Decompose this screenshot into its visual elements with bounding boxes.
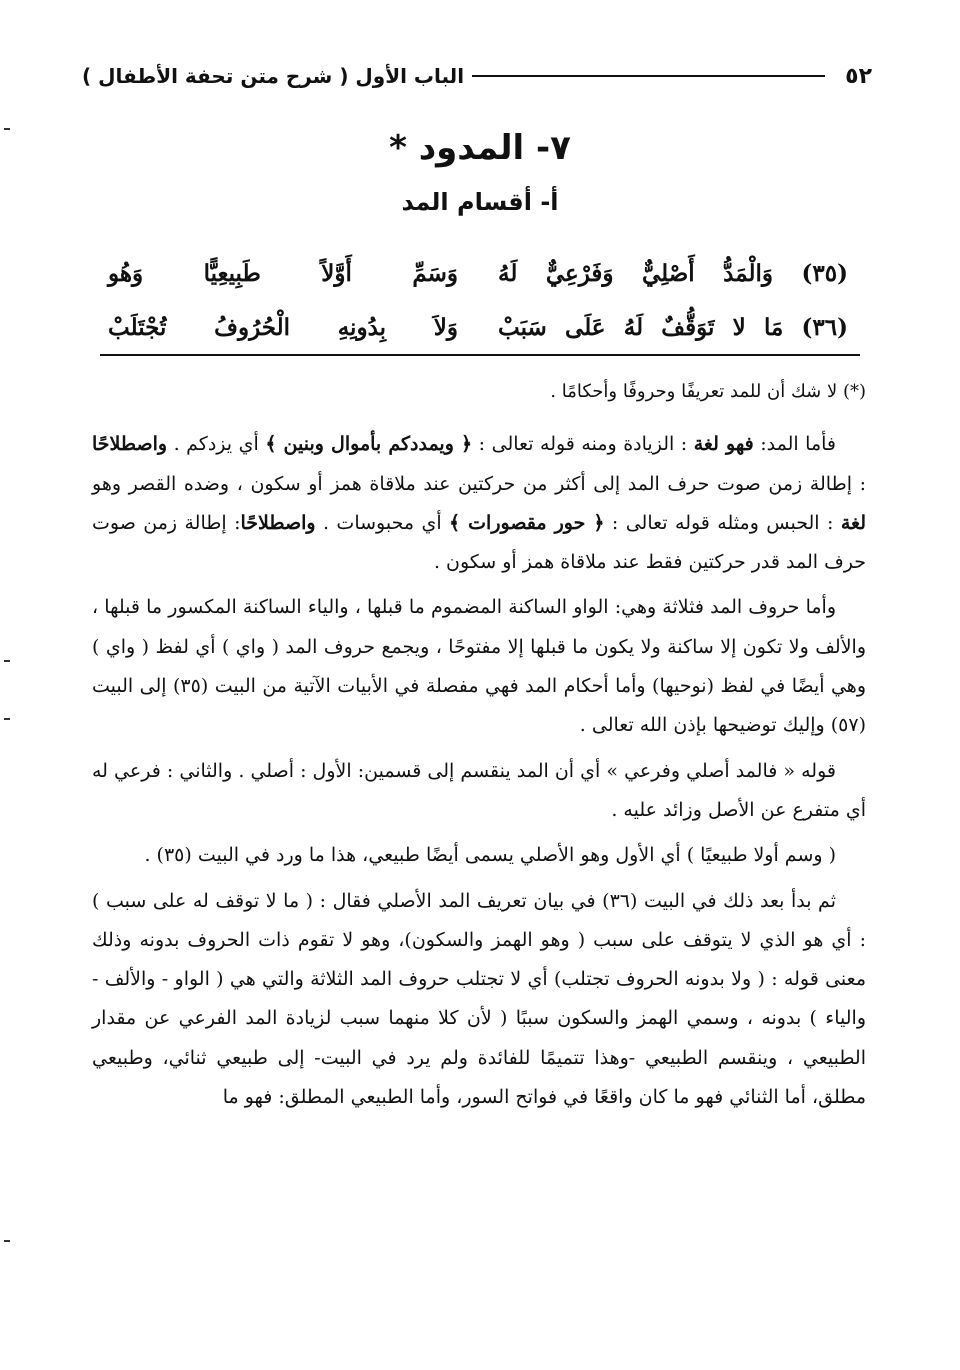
footnote: (*) لا شك أن للمد تعريفًا وحروفًا وأحكامًا .: [550, 381, 866, 402]
page-number: ٥٢: [845, 63, 872, 89]
verse-separator-rule: [100, 354, 860, 356]
body-text: [92, 372, 866, 1123]
verse-first-hemistich: (٣٦) مَا لا تَوَقُّفٌ لَهُ عَلَى سَبَبْ: [498, 313, 848, 341]
page-header: [82, 58, 872, 94]
verse-second-hemistich: وَسَمِّ أَوَّلاً طَبِيعِيًّا وَهُو: [108, 259, 458, 287]
paragraph-definition-original: ثم بدأ بعد ذلك في البيت (٣٦) في بيان تعريف المد الأصلي فقال : ( ما لا توقف له على سبب ) : أي هو الذي لا يتوقف على سبب ( وهو الهمز والسكون)، وهو لا تقوم ذات الحروف بدونه وذلك معنى قوله : ( ولا بدونه الحروف تجتلب) أي لا تجتلب حروف المد الثلاثة والتي هي ( الواو - والألف - والياء ) بدونه ، وسمي الهمز والسكون سببًا ( لأن كلا منهما سبب لزيادة المد الفرعي عن مقدار الطبيعي ، وينقسم الطبيعي -وهذا تتميمًا للفائدة ولم يرد في البيت- إلى طبيعي ثنائي، وطبيعي مطلق، أما الثنائي فهو ما كان واقعًا في فواتح السور، وأما الطبيعي المطلق: فهو ما: [92, 889, 866, 1109]
scan-edge-mark: [4, 128, 10, 130]
verse-second-hemistich: وَلاَ بِدُونِهِ الْحُرُوفُ تُجْتَلَبْ: [108, 313, 458, 341]
text-run: : الحبس ومثله قوله تعالى :: [604, 511, 841, 534]
text-run: أي يزدكم .: [167, 433, 266, 456]
text-run: أي محبوسات .: [315, 511, 450, 534]
verse-row: [108, 300, 848, 354]
text-run: : إطالة زمن صوت حرف المد قدر حركتين فقط عند ملاقاة همز أو سكون .: [92, 511, 866, 574]
text-run: فأما المد:: [753, 433, 837, 456]
scan-edge-mark: [4, 718, 10, 720]
bold-term: واصطلاحًا: [92, 433, 168, 456]
bold-term: فهو لغة: [693, 433, 754, 456]
paragraph-definition: [92, 425, 866, 582]
bold-term: لغة: [840, 511, 866, 534]
chapter-title: ٧- المدود *: [389, 128, 571, 168]
verse-row: [108, 246, 848, 300]
scan-edge-mark: [4, 660, 10, 662]
paragraph-natural: ( وسم أولا طبيعيًا ) أي الأول وهو الأصلي يسمى أيضًا طبيعي، هذا ما ورد في البيت (٣٥) .: [144, 844, 836, 867]
verse-first-hemistich: (٣٥) وَالْمَدُّ أَصْلِيٌّ وَفَرْعِيٌّ لَهُ: [498, 259, 848, 287]
section-title: أ- أقسام المد: [401, 188, 559, 216]
header-rule: [472, 75, 825, 77]
text-run: : إطالة زمن صوت حرف المد إلى أكثر من حركتين عند ملاقاة همز أو سكون ، وضده القصر وهو: [92, 472, 866, 495]
paragraph-division: قوله « فالمد أصلي وفرعي » أي أن المد ينقسم إلى قسمين: الأول : أصلي . والثاني : فرعي له أي متفرع عن الأصل وزائد عليه .: [92, 759, 866, 821]
text-run: : الزيادة ومنه قوله تعالى :: [472, 433, 694, 456]
quran-quote: ﴿ ويمددكم بأموال وبنين ﴾: [265, 433, 473, 456]
paragraph-letters: وأما حروف المد فثلاثة وهي: الواو الساكنة المضموم ما قبلها ، والياء الساكنة المكسور ما قبلها ، والألف ولا تكون إلا ساكنة ولا يكون ما قبلها إلا مفتوحًا ، ويجمع حروف المد ( واي ) أي لفظ ( واي ) وهي أيضًا في لفظ (نوحيها) وأما أحكام المد فهي مفصلة في الأبيات الآتية من البيت (٣٥) إلى البيت (٥٧) وإليك توضيحها بإذن الله تعالى .: [92, 596, 867, 737]
verse-block: [108, 246, 848, 354]
quran-quote: ﴿ حور مقصورات ﴾: [449, 511, 605, 534]
bold-term: واصطلاحًا: [240, 511, 316, 534]
running-title: الباب الأول ( شرح متن تحفة الأطفال ): [82, 64, 465, 88]
scan-edge-mark: [4, 1240, 10, 1242]
